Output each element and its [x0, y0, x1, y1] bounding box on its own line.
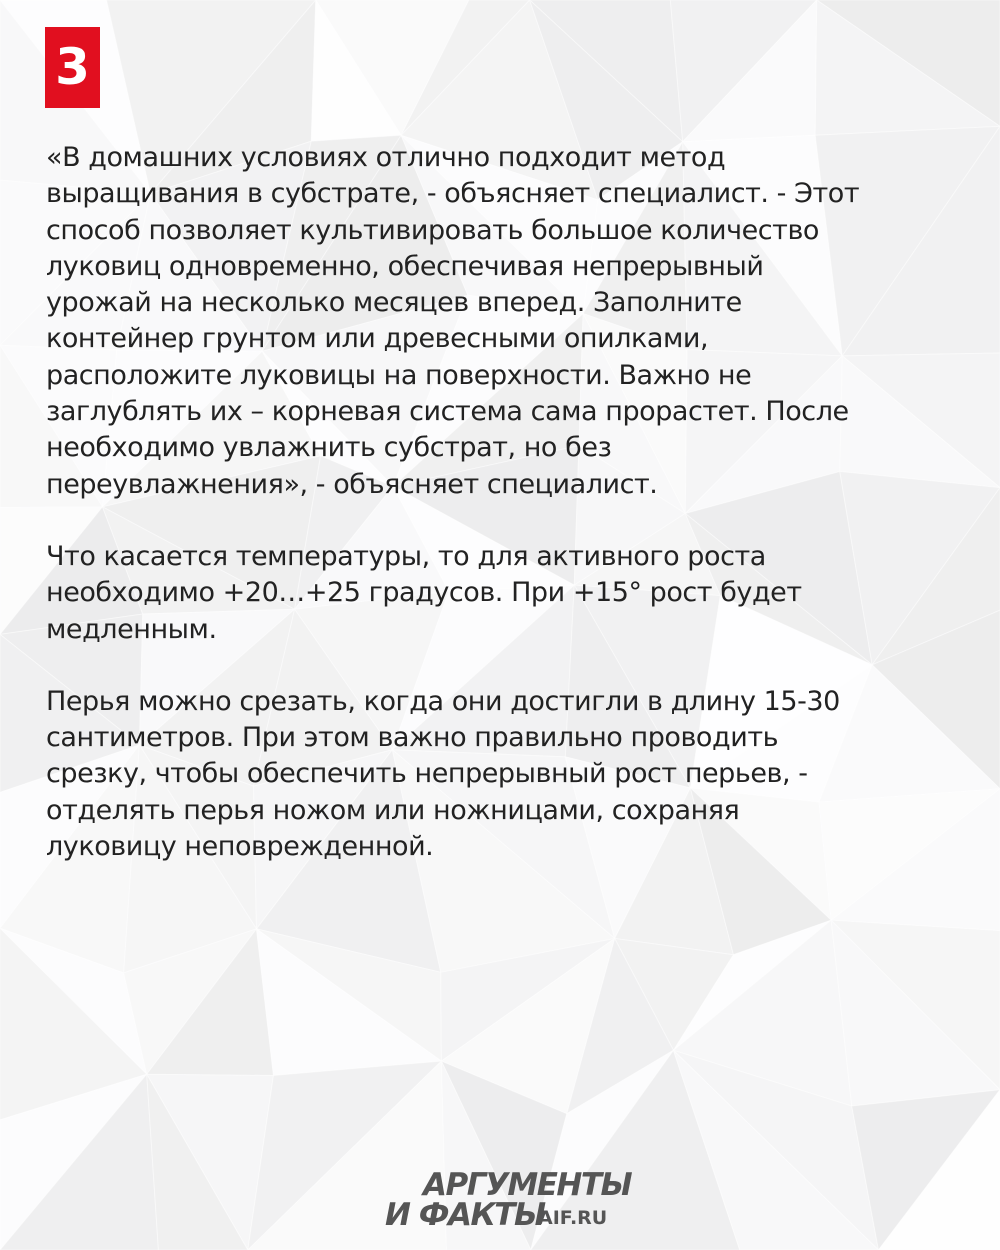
article-body	[46, 140, 966, 901]
logo-line-1: АРГУМЕНТЫ	[423, 1167, 632, 1203]
article-paragraph-3: Перья можно срезать, когда они достигли в длину 15-30 сантиметров. При этом важно правильно проводить срезку, чтобы обеспечить непрерывный рост перьев, - отделять перья ножом или ножницами, сохраняя луковицу неповрежденной.	[46, 685, 840, 863]
article-paragraph-2: Что касается температуры, то для активного роста необходимо +20…+25 градусов. При +15° рост будет медленным.	[46, 540, 802, 645]
logo-site-url: AIF.RU	[538, 1207, 608, 1229]
aif-logo	[385, 1167, 655, 1233]
page-number-badge: 3	[45, 27, 100, 108]
article-paragraph-1: «В домашних условиях отлично подходит метод выращивания в субстрате, - объясняет специалист. - Этот способ позволяет культивировать большое количество луковиц одновременно, обеспечивая непрерывный урожай на несколько месяцев вперед. Заполните контейнер грунтом или древесными опилками, расположите луковицы на поверхности. Важно не заглублять их – корневая система сама прорастет. После необходимо увлажнить субстрат, но без переувлажнения», - объясняет специалист.	[46, 142, 860, 500]
logo-line-2: И ФАКТЫ	[385, 1197, 545, 1233]
